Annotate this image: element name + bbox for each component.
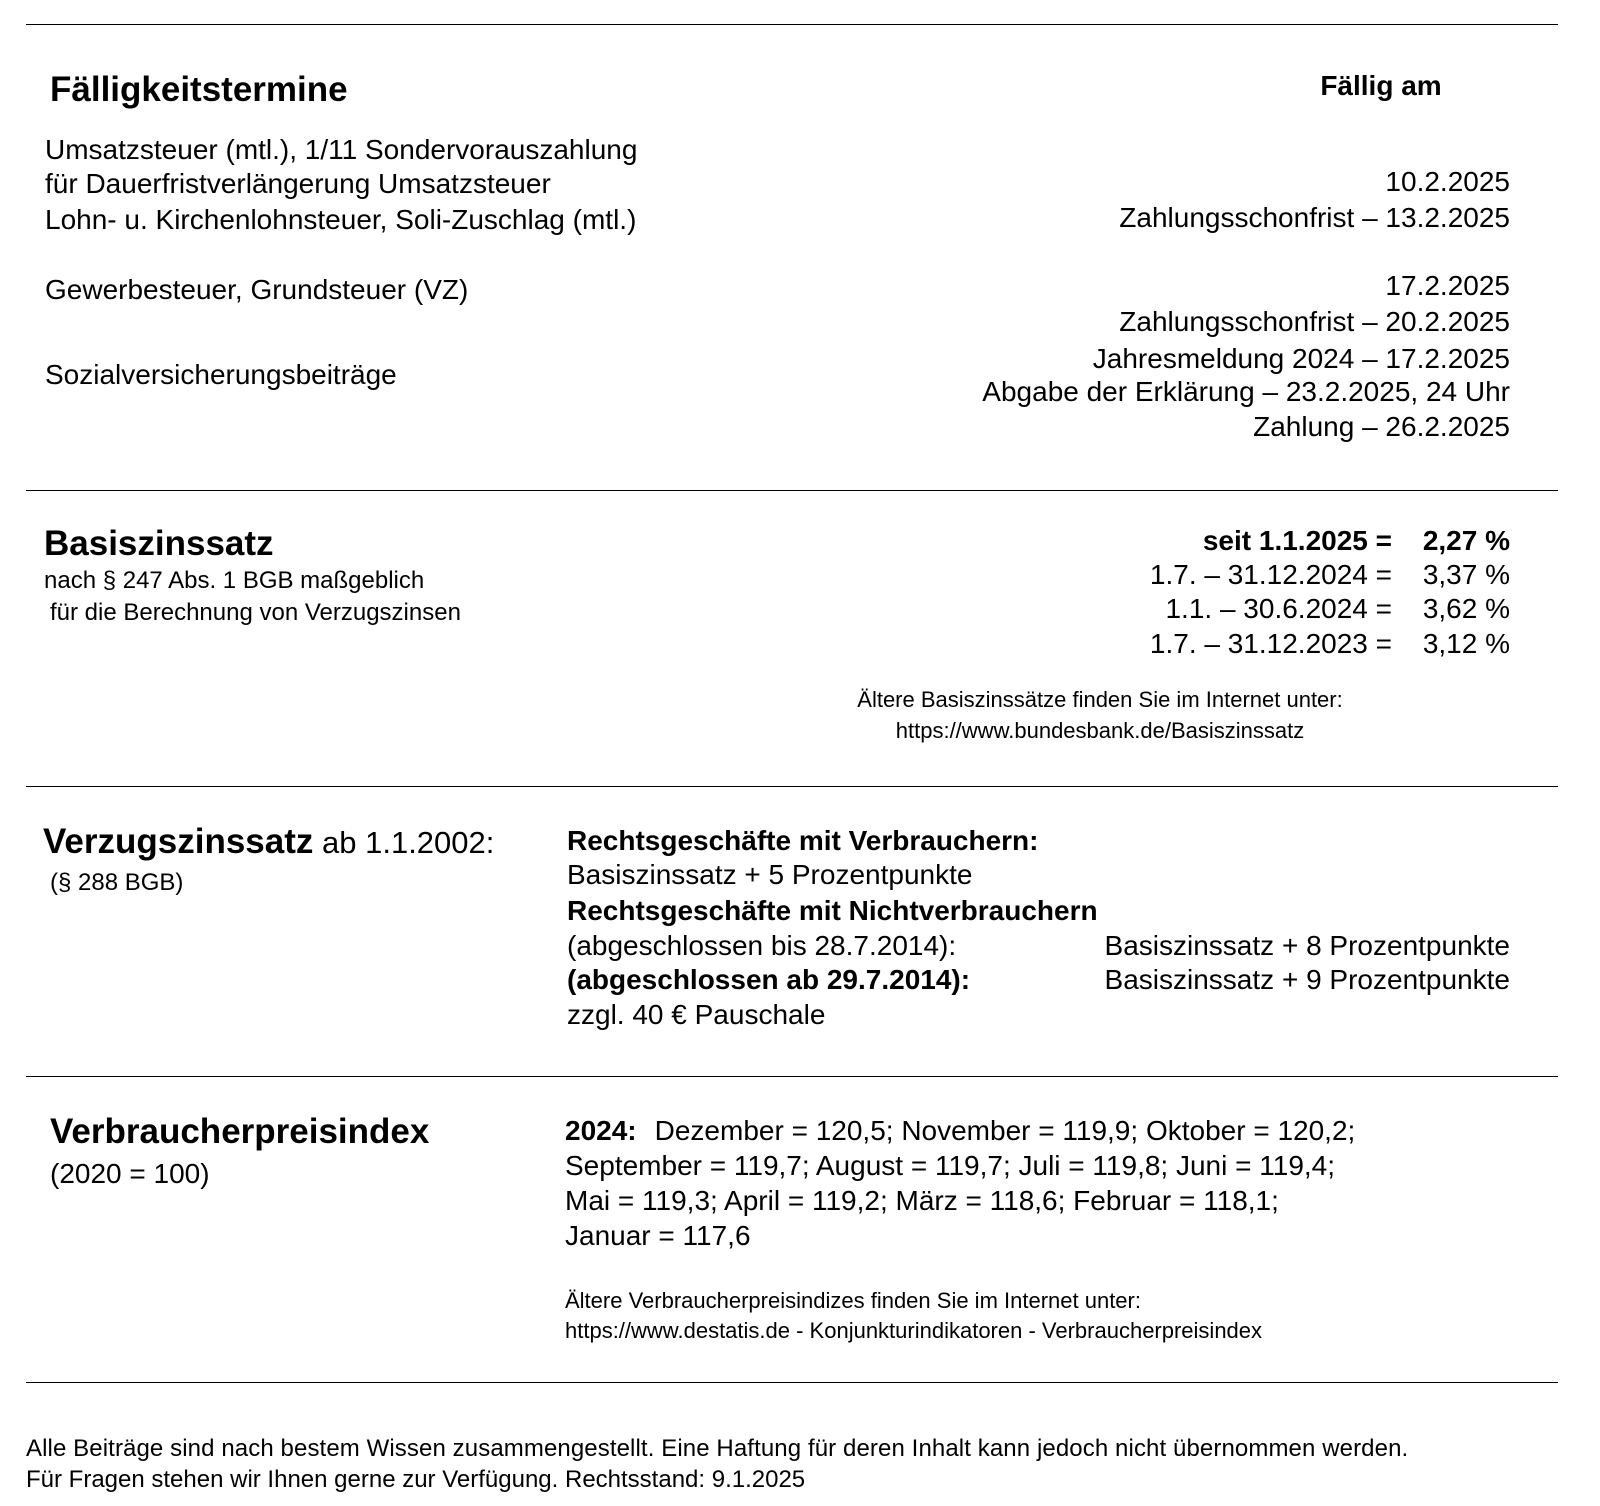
rate-value: 3,12 % <box>1422 628 1510 659</box>
vpi-subtitle: (2020 = 100) <box>50 1158 210 1189</box>
tax-item-line: Sozialversicherungsbeiträge <box>45 359 397 390</box>
rate-value: 3,62 % <box>1422 593 1510 624</box>
due-date: Abgabe der Erklärung – 23.2.2025, 24 Uhr <box>982 376 1510 407</box>
due-date: Jahresmeldung 2024 – 17.2.2025 <box>1092 343 1510 374</box>
before-label: (abgeschlossen bis 28.7.2014): <box>567 930 957 961</box>
nonconsumer-heading: Rechtsgeschäfte mit Nichtverbrauchern <box>567 895 1098 926</box>
divider-3 <box>26 1076 1558 1077</box>
tax-item-line: Gewerbesteuer, Grundsteuer (VZ) <box>45 274 469 305</box>
tax-item-line: Lohn- u. Kirchenlohnsteuer, Soli-Zuschlag (mtl.) <box>45 204 637 235</box>
basiszins-subtitle: nach § 247 Abs. 1 BGB maßgeblich <box>44 567 425 594</box>
vpi-values: Januar = 117,6 <box>565 1220 751 1251</box>
vpi-values: Dezember = 120,5; November = 119,9; Oktober = 120,2; <box>654 1115 1356 1146</box>
section-title-verzug <box>43 822 494 862</box>
due-date: 17.2.2025 <box>1385 270 1510 301</box>
divider-top <box>26 24 1558 25</box>
vpi-note: Ältere Verbraucherpreisindizes finden Sie im Internet unter: <box>565 1288 1141 1313</box>
consumer-heading: Rechtsgeschäfte mit Verbrauchern: <box>567 825 1039 856</box>
verzug-title-bold: Verzugszinssatz <box>43 822 314 861</box>
footer-disclaimer: Alle Beiträge sind nach bestem Wissen zusammengestellt. Eine Haftung für deren Inhalt kann jedoch nicht übernommen werden. <box>26 1435 1409 1462</box>
vpi-values: September = 119,7; August = 119,7; Juli = 119,8; Juni = 119,4; <box>565 1150 1336 1181</box>
rate-period: 1.7. – 31.12.2024 = <box>1149 559 1392 590</box>
vpi-values: Mai = 119,3; April = 119,2; März = 118,6; Februar = 118,1; <box>565 1185 1279 1216</box>
due-date: Zahlungsschonfrist – 20.2.2025 <box>1119 306 1510 337</box>
vpi-line-1 <box>565 1114 1355 1148</box>
rate-period: seit 1.1.2025 = <box>1202 525 1392 556</box>
rate-value: 3,37 % <box>1422 559 1510 590</box>
vpi-year-label: 2024: <box>565 1115 637 1146</box>
due-header: Fällig am <box>1320 70 1442 101</box>
divider-4 <box>26 1382 1558 1383</box>
due-date: Zahlungsschonfrist – 13.2.2025 <box>1119 202 1510 233</box>
before-rate: Basiszinssatz + 8 Prozentpunkte <box>1104 930 1510 961</box>
divider-2 <box>26 786 1558 787</box>
vpi-link: https://www.destatis.de - Konjunkturindikatoren - Verbraucherpreisindex <box>565 1318 1263 1343</box>
consumer-rate: Basiszinssatz + 5 Prozentpunkte <box>567 859 973 890</box>
tax-item-line: Umsatzsteuer (mtl.), 1/11 Sondervorauszahlung <box>45 134 638 165</box>
rate-period: 1.1. – 30.6.2024 = <box>1165 593 1392 624</box>
section-title-faelligkeit: Fälligkeitstermine <box>50 70 348 109</box>
basiszins-note: Ältere Basiszinssätze finden Sie im Internet unter: <box>857 687 1343 712</box>
after-rate: Basiszinssatz + 9 Prozentpunkte <box>1104 964 1510 995</box>
footer-contact: Für Fragen stehen wir Ihnen gerne zur Verfügung. Rechtsstand: 9.1.2025 <box>26 1466 806 1493</box>
verzug-title-rest: ab 1.1.2002: <box>313 825 495 860</box>
flat-fee: zzgl. 40 € Pauschale <box>567 999 826 1030</box>
verzug-subtitle: (§ 288 BGB) <box>50 869 184 896</box>
rate-period: 1.7. – 31.12.2023 = <box>1149 628 1392 659</box>
section-title-vpi: Verbraucherpreisindex <box>50 1112 430 1151</box>
basiszins-link: https://www.bundesbank.de/Basiszinssatz <box>895 718 1305 743</box>
section-title-basiszins: Basiszinssatz <box>44 524 274 563</box>
tax-item-line: für Dauerfristverlängerung Umsatzsteuer <box>45 168 551 199</box>
due-date: 10.2.2025 <box>1385 166 1510 197</box>
divider-1 <box>26 490 1558 491</box>
rate-value: 2,27 % <box>1422 525 1510 556</box>
after-label: (abgeschlossen ab 29.7.2014): <box>567 964 971 995</box>
due-date: Zahlung – 26.2.2025 <box>1253 411 1510 442</box>
basiszins-subtitle: für die Berechnung von Verzugszinsen <box>50 599 461 626</box>
